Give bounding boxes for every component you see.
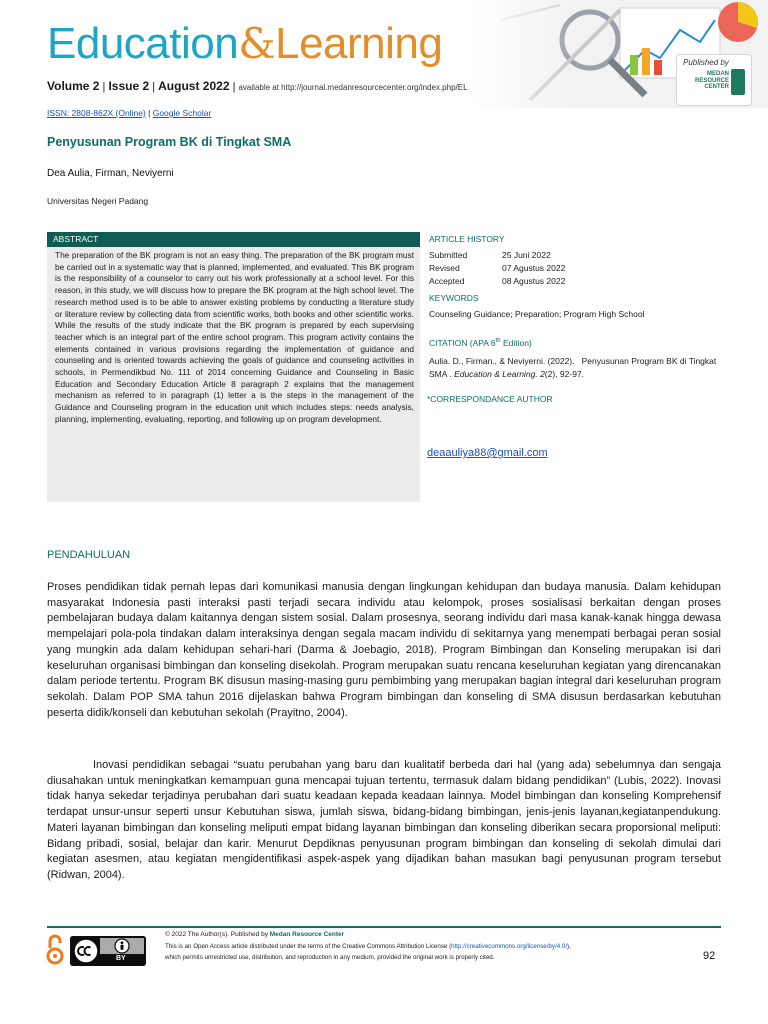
volume-label: Volume 2 bbox=[47, 79, 100, 93]
article-history-heading: ARTICLE HISTORY bbox=[429, 234, 505, 244]
citation-issue-pages: (2), 92-97. bbox=[544, 369, 585, 379]
article-title: Penyusunan Program BK di Tingkat SMA bbox=[47, 135, 292, 149]
creative-commons-badge[interactable] bbox=[70, 936, 146, 966]
license-link[interactable]: http://creativecommons.org/license/by/4.0/ bbox=[451, 943, 568, 950]
footer-license bbox=[165, 943, 571, 950]
footer-divider bbox=[47, 926, 721, 928]
license-text: This is an Open Access article distributed under the terms of the Creative Commons Attribution License ( bbox=[165, 943, 452, 950]
issue-line bbox=[47, 79, 468, 93]
history-row-submitted bbox=[429, 250, 551, 260]
keywords-heading: KEYWORDS bbox=[429, 293, 479, 303]
issue-date: August 2022 bbox=[158, 79, 230, 93]
journal-name-ampersand: & bbox=[238, 19, 276, 68]
journal-name-education: Education bbox=[47, 19, 239, 68]
history-row-revised bbox=[429, 263, 565, 273]
issn-separator: | bbox=[148, 108, 151, 118]
open-access-icon bbox=[46, 934, 64, 966]
keywords-text: Counseling Guidance; Preparation; Program High School bbox=[429, 309, 645, 319]
section-heading: PENDAHULUAN bbox=[47, 549, 131, 561]
citation-heading-edition: Edition) bbox=[500, 338, 532, 348]
article-affiliation: Universitas Negeri Padang bbox=[47, 196, 149, 206]
correspondence-heading: *CORRESPONDANCE AUTHOR bbox=[427, 394, 553, 404]
body-paragraph-2: Inovasi pendidikan sebagai “suatu perubahan yang baru dan kualitatif berbeda dari hal (yang ada) sebelumnya dan sengaja diusahakan untuk meningkatkan kemampuan guna mencapai tujuan tertentu, termasuk dalam bidang pendidikan” (Lubis, 2022). Inovasi tidak hanya sekedar terjadinya perubahan dari suatu keadaan kepada keadaan lainnya. Model bimbingan dan konseling Komprehensif terdapat unsur-unsur seperti unsur Kebutuhan siswa, jumlah siswa, bidang-bidang bimbingan, jenis-jenis layanan,kegiatanpendukung. Materi layanan bimbingan dan konseling meliputi empat bidang layanan bimbingan dan konseling diberikan secara proporsional meliputi: Bidang pribadi, sosial, belajar dan karir. Menurut Depdiknas penyusunan program bimbingan dan konseling di sekolah dimulai dari kegiatan asesmen, atau kegiatan mengidentifikasi aspek-aspek yang dijadikan bahan masukan bagi penyusunan program tersebut (Ridwan, 2004). bbox=[47, 759, 721, 881]
publisher-badge bbox=[676, 54, 752, 106]
creative-commons-icon bbox=[70, 936, 146, 966]
publisher-badge-name: MEDAN RESOURCE CENTER bbox=[694, 71, 729, 90]
citation-heading-text: CITATION (APA 6 bbox=[429, 338, 496, 348]
citation-heading-sup: th bbox=[495, 338, 501, 345]
issn-link[interactable]: ISSN: 2808-862X (Online) bbox=[47, 108, 146, 118]
history-label: Revised bbox=[429, 263, 460, 273]
cc-by-label: BY bbox=[116, 955, 126, 962]
published-by-label: Published by bbox=[683, 58, 729, 67]
correspondence-email-link[interactable]: deaauliya88@gmail.com bbox=[427, 447, 548, 459]
journal-name-learning: Learning bbox=[275, 19, 443, 68]
separator: | bbox=[152, 81, 156, 93]
page-number: 92 bbox=[703, 950, 716, 962]
citation-heading bbox=[429, 338, 532, 348]
issue-label: Issue 2 bbox=[108, 79, 150, 93]
abstract-heading: ABSTRACT bbox=[47, 232, 420, 247]
abstract-text: The preparation of the BK program is not an easy thing. The preparation of the BK program must be carried out in a systematic way that is planned, implemented, and evaluated. This BK program is the responsibility of a counselor to carry out his work professionally at a school level. For this reason, in this study, we will discuss how to prepare the BK program at the high school level. The research method used is to be able to answer existing problems by conducting a literature study or literature review by collecting data from scientific works, both books and other scientific works. While the results of the study indicate that the BK program is prepared by each supervising teacher which is an integral part of the entire school program. This program activity contains the elements contained in various provisions regarding the implementation of guidance and counseling and is oriented towards achieving the goals of guidance and counseling activities in schools, in Permendikbud No. 111 of 2014 concerning Guidance and Counseling in Basic Education and Secondary Education Article 8 paragraph 2 explains that the management mechanism as referred to in paragraph (1) letter a is the steps in the management of the Guidance and Counseling program in the education unit which includes steps: needs analysis, planning, implementing, evaluating, reporting, and following up on program development. bbox=[47, 247, 420, 502]
history-value: 08 Agustus 2022 bbox=[502, 276, 566, 286]
citation-authors: Aulia. D., Firman., & Neviyerni. (2022). bbox=[429, 356, 575, 366]
separator: | bbox=[232, 81, 236, 93]
copyright-text: © 2022 The Author(s). Published by bbox=[165, 931, 268, 938]
history-row-accepted bbox=[429, 276, 565, 286]
publisher-logo-icon bbox=[731, 69, 745, 95]
available-at-url[interactable]: available at http://journal.medanresourcecenter.org/index.php/EL bbox=[238, 83, 468, 92]
footer-copyright bbox=[165, 931, 344, 938]
license-text-end: ), bbox=[567, 943, 571, 950]
body-paragraph-1: Proses pendidikan tidak pernah lepas dari komunikasi manusia dengan lingkungan kehidupan dan budaya manusia. Dalam kehidupan masyarakat Indonesia pasti interaksi pasti terjadi secara individu atau kelompok, proses sosialisasi berkaitan dengan proses pembelajaran budaya dalam kaitannya dengan sistem sosial. Dalam prosesnya, seorang individu dari masa kanak-kanak hingga dewasa mempelajari pola-pola tindakan dalam interaksinya dengan segala macam individu di sekitarnya yang menempati berbagai peran sosial yang mungkin ada dalam kehidupan sehari-hari (Darma & Joebagio, 2018). Program Bimbingan dan Konseling merupakan isi dari keseluruhan organisasi bimbingan dan konseling disekolah. Program merupakan suatu rencana keseluruhan kegiatan yang direncanakan dalam periode tertentu. Program BK disusun masing-masing guru pembimbing yang merupakan bagian integral dari keseluruhan program sekolah. Dalam POP SMA tahun 2016 dijelaskan bahwa Program bimbingan dan konseling di SMA disusun berdasarkan kebutuhan peserta didik/konseli dan kebutuhan sekolah (Prayitno, 2004). bbox=[47, 581, 721, 719]
citation-journal: Education & Learning. 2 bbox=[454, 369, 545, 379]
google-scholar-link[interactable]: Google Scholar bbox=[152, 108, 212, 118]
separator: | bbox=[102, 81, 106, 93]
journal-name bbox=[47, 18, 442, 70]
footer-publisher: Medan Resource Center bbox=[269, 931, 345, 938]
history-label: Accepted bbox=[429, 276, 465, 286]
citation-text bbox=[429, 355, 729, 381]
issn-line bbox=[47, 108, 211, 118]
history-value: 07 Agustus 2022 bbox=[502, 263, 566, 273]
footer-license-line2: which permits unrestricted use, distribution, and reproduction in any medium, provided the original work is properly cited. bbox=[165, 954, 495, 961]
history-value: 25 Juni 2022 bbox=[502, 250, 551, 260]
article-authors: Dea Aulia, Firman, Neviyerni bbox=[47, 168, 174, 179]
history-label: Submitted bbox=[429, 250, 468, 260]
citation-title: Penyusunan Program BK di Tingkat SMA . bbox=[429, 356, 717, 379]
